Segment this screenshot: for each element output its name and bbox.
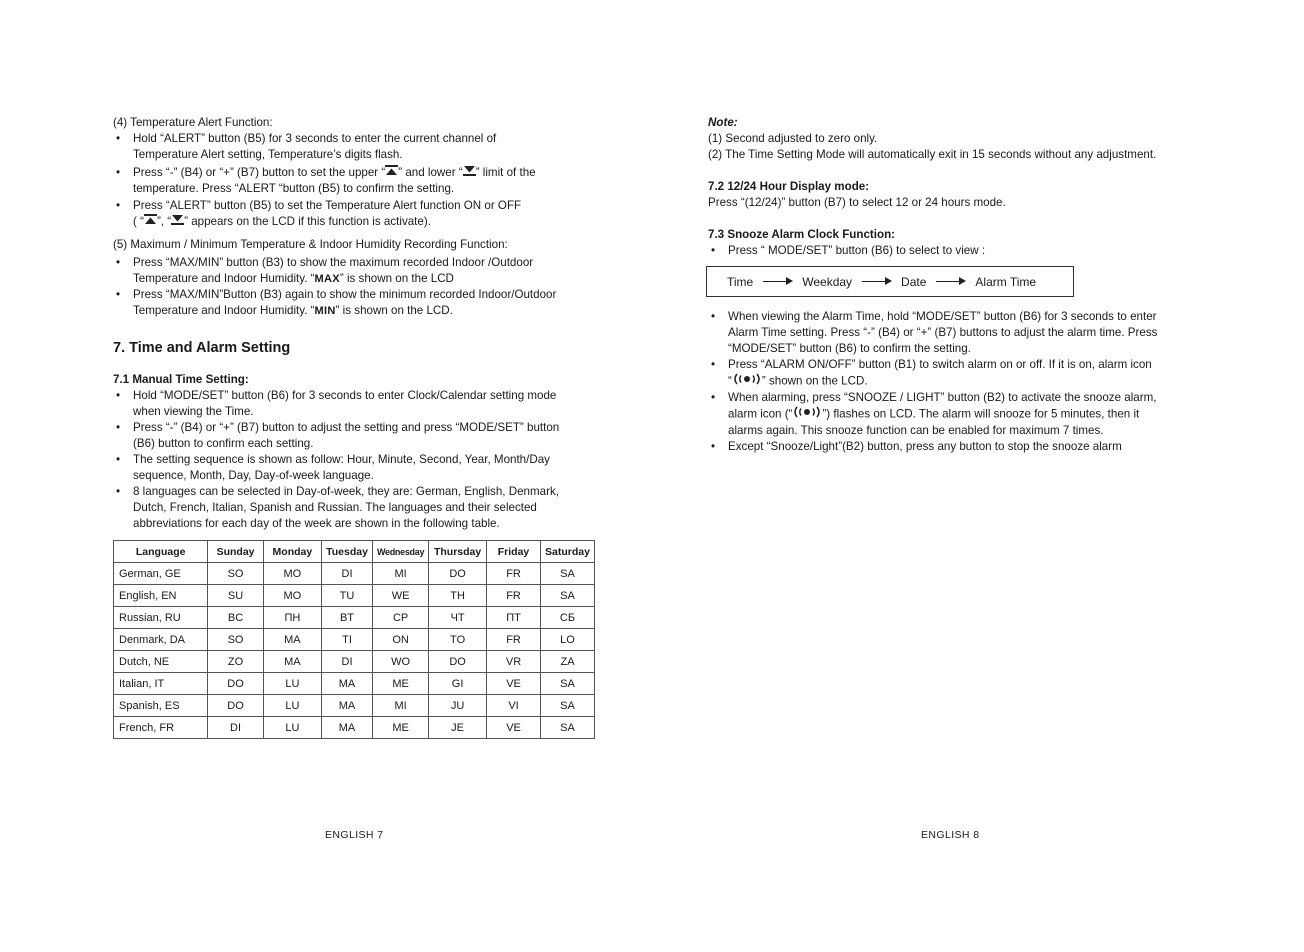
manual-time-section bbox=[113, 372, 633, 532]
table-row bbox=[114, 629, 595, 651]
day-abbreviation-table bbox=[113, 540, 595, 739]
language-cell: Dutch, NE bbox=[114, 651, 208, 673]
day-abbreviation-cell: DO bbox=[429, 563, 487, 585]
max-min-title: (5) Maximum / Minimum Temperature & Indoor Humidity Recording Function: bbox=[113, 238, 508, 251]
note-line: (1) Second adjusted to zero only. bbox=[708, 132, 878, 145]
table-header-cell: Friday bbox=[487, 541, 541, 563]
table-row bbox=[114, 563, 595, 585]
temperature-alert-section bbox=[113, 115, 633, 230]
list-item: • Hold “MODE/SET” button (B6) for 3 seconds to enter Clock/Calendar setting mode when viewing the Time. bbox=[113, 388, 633, 420]
day-abbreviation-cell: MA bbox=[322, 717, 373, 739]
alarm-wave-icon bbox=[792, 406, 822, 423]
max-indicator: MAX bbox=[314, 273, 340, 285]
table-row bbox=[114, 651, 595, 673]
day-abbreviation-cell: DI bbox=[322, 651, 373, 673]
day-abbreviation-cell: SO bbox=[208, 563, 263, 585]
day-abbreviation-cell: MI bbox=[373, 563, 429, 585]
day-abbreviation-cell: FR bbox=[487, 563, 541, 585]
day-abbreviation-cell: DI bbox=[322, 563, 373, 585]
table-row bbox=[114, 585, 595, 607]
language-cell: Denmark, DA bbox=[114, 629, 208, 651]
table-header-cell: Thursday bbox=[429, 541, 487, 563]
mode-sequence-box bbox=[706, 266, 1074, 297]
day-abbreviation-cell: TI bbox=[322, 629, 373, 651]
day-abbreviation-cell: LU bbox=[263, 717, 321, 739]
language-cell: German, GE bbox=[114, 563, 208, 585]
list-item: • 8 languages can be selected in Day-of-week, they are: German, English, Denmark, Dutch, French, Italian, Spanish and Russian. The languages and their selected abbreviations for each day of the week are shown in the following table. bbox=[113, 484, 633, 532]
note-line: (2) The Time Setting Mode will automatically exit in 15 seconds without any adjustment. bbox=[708, 148, 1157, 161]
day-abbreviation-cell: MA bbox=[263, 629, 321, 651]
day-abbreviation-cell: SU bbox=[208, 585, 263, 607]
subsection-heading: 7.3 Snooze Alarm Clock Function: bbox=[708, 228, 896, 241]
table-row bbox=[114, 695, 595, 717]
snooze-section bbox=[708, 309, 1288, 455]
arrow-right-icon bbox=[936, 281, 964, 282]
paragraph: Press “(12/24)” button (B7) to select 12 or 24 hours mode. bbox=[708, 196, 1006, 209]
list-item: • Press “ALARM ON/OFF” button (B1) to switch alarm on or off. If it is on, alarm icon “ ” shown on the LCD. bbox=[708, 357, 1288, 390]
language-cell: Spanish, ES bbox=[114, 695, 208, 717]
day-abbreviation-cell: CБ bbox=[541, 607, 595, 629]
day-abbreviation-cell: LO bbox=[541, 629, 595, 651]
list-item: • Except “Snooze/Light”(B2) button, press any button to stop the snooze alarm bbox=[708, 439, 1288, 455]
list-item: • The setting sequence is shown as follow: Hour, Minute, Second, Year, Month/Day sequence, Month, Day, Day-of-week language. bbox=[113, 452, 633, 484]
flow-step: Time bbox=[727, 274, 754, 289]
day-abbreviation-cell: VE bbox=[487, 717, 541, 739]
day-abbreviation-cell: ME bbox=[373, 673, 429, 695]
day-abbreviation-cell: VI bbox=[487, 695, 541, 717]
day-abbreviation-cell: JU bbox=[429, 695, 487, 717]
alarm-wave-icon bbox=[732, 373, 762, 390]
day-abbreviation-cell: TO bbox=[429, 629, 487, 651]
day-abbreviation-cell: ME bbox=[373, 717, 429, 739]
day-abbreviation-cell: MO bbox=[263, 585, 321, 607]
lower-limit-icon bbox=[171, 214, 184, 230]
flow-step: Weekday bbox=[802, 274, 853, 289]
day-abbreviation-cell: FR bbox=[487, 585, 541, 607]
day-abbreviation-cell: ZA bbox=[541, 651, 595, 673]
table-header-cell: Tuesday bbox=[322, 541, 373, 563]
day-abbreviation-cell: DO bbox=[208, 673, 263, 695]
table-row bbox=[114, 717, 595, 739]
day-abbreviation-cell: VR bbox=[487, 651, 541, 673]
table-header-row bbox=[114, 541, 595, 563]
upper-limit-icon bbox=[385, 165, 398, 181]
day-abbreviation-cell: GI bbox=[429, 673, 487, 695]
min-indicator: MIN bbox=[314, 305, 336, 317]
day-abbreviation-cell: JE bbox=[429, 717, 487, 739]
arrow-right-icon bbox=[862, 281, 890, 282]
day-abbreviation-cell: SA bbox=[541, 673, 595, 695]
list-item: • When alarming, press “SNOOZE / LIGHT” button (B2) to activate the snooze alarm, alarm icon (“ ”) flashes on LCD. The alarm will snooze for 5 minutes, then it alarms again. This snooze function can be enabled for maximum 7 times. bbox=[708, 390, 1288, 439]
upper-limit-icon bbox=[144, 214, 157, 230]
lower-limit-icon bbox=[463, 165, 476, 181]
display-mode-section bbox=[708, 179, 1288, 211]
language-cell: Italian, IT bbox=[114, 673, 208, 695]
day-abbreviation-cell: LU bbox=[263, 673, 321, 695]
note-title: Note: bbox=[708, 116, 738, 129]
table-header-cell: Monday bbox=[263, 541, 321, 563]
list-item: • Press “MAX/MIN” button (B3) to show the maximum recorded Indoor /Outdoor Temperature and Indoor Humidity. “MAX” is shown on the LCD bbox=[113, 255, 633, 287]
list-item: • Hold “ALERT” button (B5) for 3 seconds to enter the current channel of Temperature Alert setting, Temperature’s digits flash. bbox=[113, 131, 633, 163]
subsection-heading: 7.2 12/24 Hour Display mode: bbox=[708, 180, 870, 193]
day-abbreviation-cell: ПТ bbox=[487, 607, 541, 629]
day-abbreviation-cell: ПН bbox=[263, 607, 321, 629]
day-abbreviation-cell: MA bbox=[322, 695, 373, 717]
table-row bbox=[114, 607, 595, 629]
day-abbreviation-cell: LU bbox=[263, 695, 321, 717]
page-footer: ENGLISH 7 bbox=[325, 829, 384, 841]
language-cell: French, FR bbox=[114, 717, 208, 739]
table-row bbox=[114, 673, 595, 695]
day-abbreviation-cell: DO bbox=[429, 651, 487, 673]
list-item: • When viewing the Alarm Time, hold “MODE/SET” button (B6) for 3 seconds to enter Alarm Time setting. Press “-” (B4) or “+” (B7) buttons to adjust the alarm time. Press “MODE/SET” button (B6) to confirm the setting. bbox=[708, 309, 1288, 357]
day-abbreviation-cell: MO bbox=[263, 563, 321, 585]
table-header-cell: Language bbox=[114, 541, 208, 563]
flow-step: Alarm Time bbox=[975, 274, 1037, 289]
temperature-alert-title: (4) Temperature Alert Function: bbox=[113, 116, 273, 129]
day-abbreviation-cell: WO bbox=[373, 651, 429, 673]
day-abbreviation-cell: ON bbox=[373, 629, 429, 651]
day-abbreviation-cell: BC bbox=[208, 607, 263, 629]
flow-step: Date bbox=[901, 274, 927, 289]
list-item: • Press “-” (B4) or “+” (B7) button to adjust the setting and press “MODE/SET” button (B6) button to confirm each setting. bbox=[113, 420, 633, 452]
language-cell: English, EN bbox=[114, 585, 208, 607]
day-abbreviation-cell: DO bbox=[208, 695, 263, 717]
day-abbreviation-cell: ЧТ bbox=[429, 607, 487, 629]
day-abbreviation-cell: BT bbox=[322, 607, 373, 629]
table-header-cell: Wednesday bbox=[373, 541, 429, 563]
day-abbreviation-cell: FR bbox=[487, 629, 541, 651]
snooze-section-heading bbox=[708, 227, 1288, 259]
day-abbreviation-cell: MA bbox=[322, 673, 373, 695]
day-abbreviation-cell: SA bbox=[541, 717, 595, 739]
day-abbreviation-cell: DI bbox=[208, 717, 263, 739]
table-header-cell: Saturday bbox=[541, 541, 595, 563]
day-abbreviation-cell: TH bbox=[429, 585, 487, 607]
list-item: • Press “ MODE/SET” button (B6) to select to view : bbox=[708, 243, 1288, 259]
day-abbreviation-cell: SA bbox=[541, 563, 595, 585]
day-abbreviation-cell: TU bbox=[322, 585, 373, 607]
subsection-heading: 7.1 Manual Time Setting: bbox=[113, 373, 249, 386]
arrow-right-icon bbox=[763, 281, 791, 282]
max-min-section bbox=[113, 237, 633, 319]
list-item: • Press “ALERT” button (B5) to set the Temperature Alert function ON or OFF ( “ ”, “ ” appears on the LCD if this function is activate). bbox=[113, 198, 633, 230]
day-abbreviation-cell: CP bbox=[373, 607, 429, 629]
day-abbreviation-cell: MA bbox=[263, 651, 321, 673]
list-item: • Press “MAX/MIN”Button (B3) again to show the minimum recorded Indoor/Outdoor Temperature and Indoor Humidity. “MIN” is shown on the LCD. bbox=[113, 287, 633, 319]
day-abbreviation-cell: SO bbox=[208, 629, 263, 651]
note-section bbox=[708, 115, 1288, 163]
language-cell: Russian, RU bbox=[114, 607, 208, 629]
day-abbreviation-cell: MI bbox=[373, 695, 429, 717]
page-footer: ENGLISH 8 bbox=[921, 829, 980, 841]
day-abbreviation-cell: ZO bbox=[208, 651, 263, 673]
list-item: • Press “-” (B4) or “+” (B7) button to set the upper “ ” and lower “ ” limit of the temperature. Press “ALERT “button (B5) to confirm the setting. bbox=[113, 165, 633, 197]
section-heading: 7. Time and Alarm Setting bbox=[113, 340, 291, 356]
day-abbreviation-cell: SA bbox=[541, 585, 595, 607]
day-abbreviation-cell: VE bbox=[487, 673, 541, 695]
day-abbreviation-cell: SA bbox=[541, 695, 595, 717]
day-abbreviation-cell: WE bbox=[373, 585, 429, 607]
table-header-cell: Sunday bbox=[208, 541, 263, 563]
